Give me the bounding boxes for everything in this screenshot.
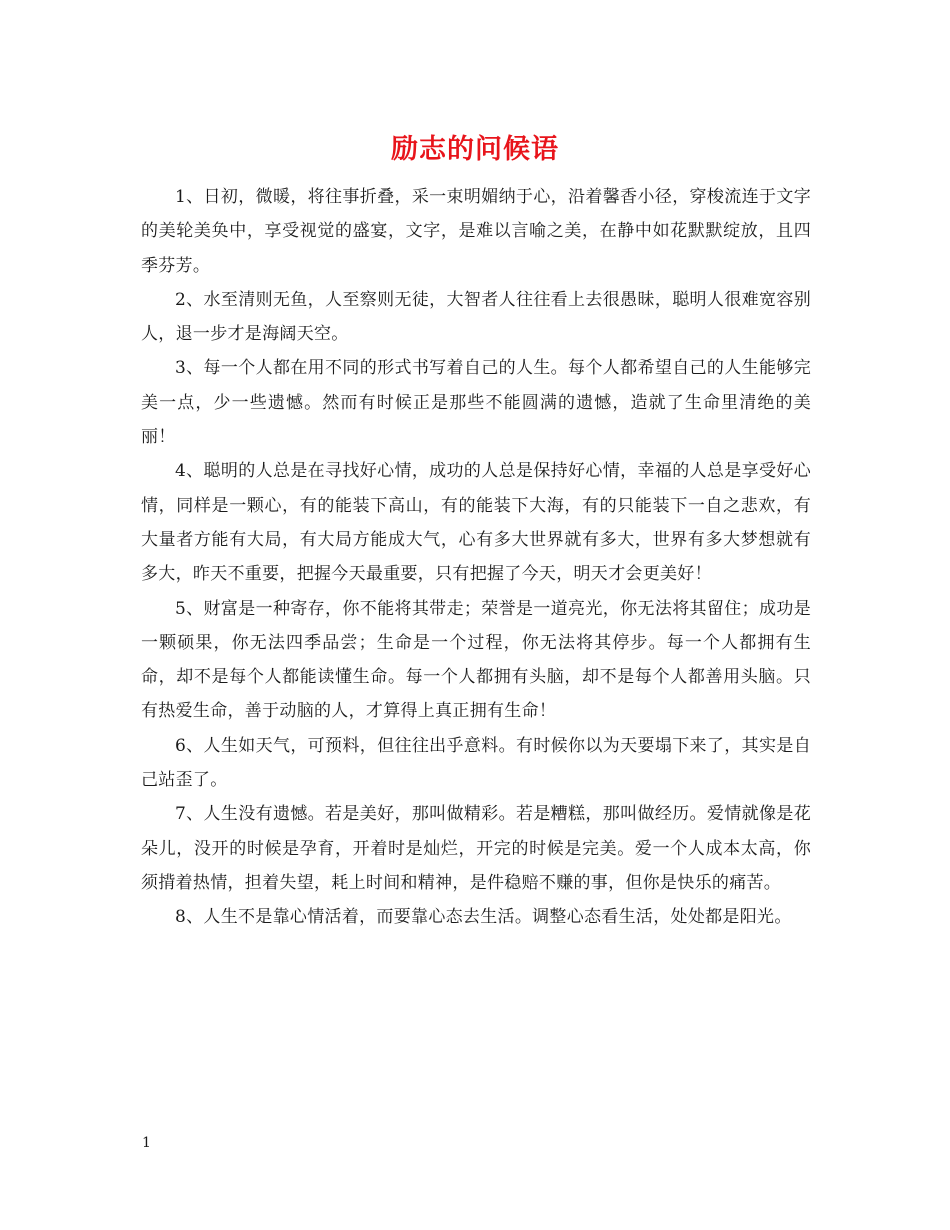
paragraph-2: 2、水至清则无鱼，人至察则无徒，大智者人往往看上去很愚昧，聪明人很难宽容别人，退一步才是海阔天空。 [141, 289, 811, 345]
paragraph-7: 7、人生没有遗憾。若是美好，那叫做精彩。若是糟糕，那叫做经历。爱情就像是花朵儿，没开的时候是孕育，开着时是灿烂，开完的时候是完美。爱一个人成本太高，你须揹着热情，担着失望，耗上时间和精神，是件稳赔不赚的事，但你是快乐的痛苦。 [141, 804, 811, 893]
paragraph-5: 5、财富是一种寄存，你不能将其带走；荣誉是一道亮光，你无法将其留住；成功是一颗硕果，你无法四季品尝；生命是一个过程，你无法将其停步。每一个人都拥有生命，却不是每个人都能读懂生命。每一个人都拥有头脑，却不是每个人都善用头脑。只有热爱生命，善于动脑的人，才算得上真正拥有生命！ [141, 598, 811, 722]
paragraph-3: 3、每一个人都在用不同的形式书写着自己的人生。每个人都希望自己的人生能够完美一点，少一些遗憾。然而有时候正是那些不能圆满的遗憾，造就了生命里清绝的美丽！ [141, 358, 811, 448]
paragraph-6: 6、人生如天气，可预料，但往往出乎意料。有时候你以为天要塌下来了，其实是自己站歪了。 [141, 735, 811, 791]
paragraph-4: 4、聪明的人总是在寻找好心情，成功的人总是保持好心情，幸福的人总是享受好心情，同样是一颗心，有的能装下高山，有的能装下大海，有的只能装下一自之悲欢，有大量者方能有大局，有大局方能成大气，心有多大世界就有多大，世界有多大梦想就有多大，昨天不重要，把握今天最重要，只有把握了今天，明天才会更美好！ [141, 461, 811, 585]
paragraph-8: 8、人生不是靠心情活着，而要靠心态去生活。调整心态看生活，处处都是阳光。 [175, 907, 792, 928]
document-body [141, 180, 811, 935]
paragraph-1: 1、日初，微暖，将往事折叠，采一束明媚纳于心，沿着馨香小径，穿梭流连于文字的美轮美奂中，享受视觉的盛宴，文字，是难以言喻之美，在静中如花默默绽放，且四季芬芳。 [141, 187, 811, 276]
page-number: 1 [142, 1135, 151, 1151]
document-title: 励志的问候语 [391, 134, 559, 165]
